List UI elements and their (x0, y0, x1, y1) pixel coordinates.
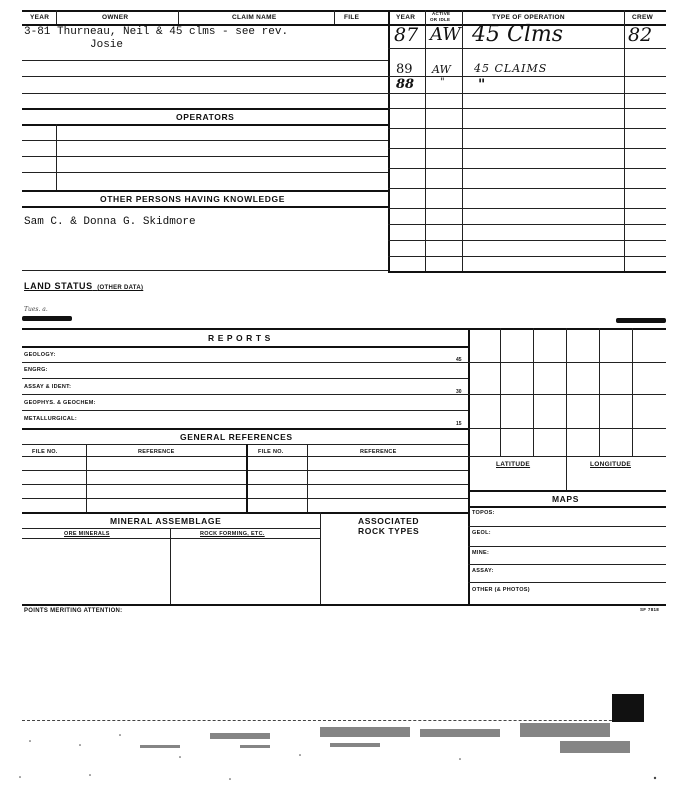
op-row-2-year: 89 (396, 62, 413, 77)
points-meriting-attention: POINTS MERITING ATTENTION: (24, 608, 123, 614)
op-row-3-year: 88 (396, 77, 415, 92)
header-active-1: ACTIVE (432, 11, 451, 16)
maps-topos: TOPOS: (472, 510, 495, 516)
report-metallurgical: METALLURGICAL: (24, 416, 77, 422)
maps-other: OTHER (& PHOTOS) (472, 587, 530, 593)
latitude-label: LATITUDE (496, 461, 531, 468)
maps-geol: GEOL: (472, 530, 491, 536)
op-row-1-crew: 82 (628, 24, 653, 46)
header-owner: OWNER (102, 14, 129, 21)
header-type-of-operation: TYPE OF OPERATION (492, 14, 565, 21)
longitude-label: LONGITUDE (590, 461, 631, 468)
rock-forming-header: ROCK FORMING, ETC. (200, 531, 265, 537)
ore-minerals-header: ORE MINERALS (64, 531, 110, 537)
header-file: FILE (344, 14, 360, 21)
op-row-2-status: AW (432, 63, 451, 76)
scan-noise (0, 715, 678, 806)
op-row-3-type: " (478, 77, 486, 93)
reports-heading: R E P O R T S (208, 333, 271, 343)
header-claim-name: CLAIM NAME (232, 14, 277, 21)
owner-entry-line2: Josie (90, 39, 124, 51)
ref-reference-1: REFERENCE (138, 449, 175, 455)
associated-heading-1: ASSOCIATED (358, 516, 420, 526)
report-geophys: GEOPHYS. & GEOCHEM: (24, 400, 96, 406)
report-assay-num: 30 (456, 389, 462, 395)
op-row-2-type: 45 CLAIMS (474, 62, 548, 75)
associated-heading-2: ROCK TYPES (358, 526, 420, 536)
report-engrg: ENGRG: (24, 367, 48, 373)
header-year-2: YEAR (396, 14, 416, 21)
report-metallurgical-num: 15 (456, 421, 462, 427)
other-persons-heading: OTHER PERSONS HAVING KNOWLEDGE (100, 194, 286, 204)
form-number: SF 7818 (640, 607, 660, 612)
header-crew: CREW (632, 14, 654, 21)
op-row-1-type: 45 Clms (472, 22, 564, 47)
ref-file-no-1: FILE NO. (32, 449, 58, 455)
operators-heading: OPERATORS (176, 112, 235, 122)
ref-file-no-2: FILE NO. (258, 449, 284, 455)
land-status-scribble: Tues. a. (24, 306, 48, 313)
op-row-1-year: 87 (394, 24, 419, 46)
general-references-heading: GENERAL REFERENCES (180, 432, 293, 442)
land-status-sub: (OTHER DATA) (97, 285, 144, 291)
maps-heading: MAPS (552, 494, 579, 504)
report-geology-num: 45 (456, 357, 462, 363)
op-row-1-status: AW (430, 24, 461, 45)
op-row-3-status: " (440, 77, 445, 88)
maps-assay: ASSAY: (472, 568, 494, 574)
report-geology: GEOLOGY: (24, 352, 56, 358)
header-active-2: OR IDLE (430, 17, 451, 22)
header-year: YEAR (30, 14, 50, 21)
mineral-assemblage-heading: MINERAL ASSEMBLAGE (110, 516, 222, 526)
maps-mine: MINE: (472, 550, 490, 556)
land-status-heading: LAND STATUS (24, 281, 93, 291)
other-persons-entry: Sam C. & Donna G. Skidmore (24, 216, 196, 228)
ref-reference-2: REFERENCE (360, 449, 397, 455)
owner-entry-line1: 3-81 Thurneau, Neil & 45 clms - see rev. (24, 26, 289, 38)
report-assay: ASSAY & IDENT: (24, 384, 72, 390)
